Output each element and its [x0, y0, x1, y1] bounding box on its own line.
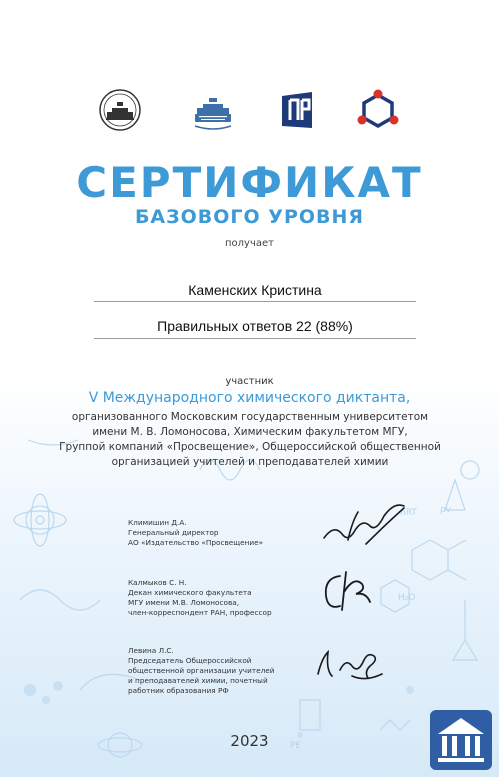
chemistry-network-logo — [356, 88, 400, 132]
event-description — [55, 410, 445, 470]
description-line: организованного Московским государственным университетом — [71, 411, 429, 423]
description-line: Группой компаний «Просвещение», Общероссийской общественной — [59, 441, 441, 453]
signatory-line: Левина Л.С. — [128, 646, 174, 655]
certificate-subtitle: БАЗОВОГО УРОВНЯ — [134, 206, 365, 228]
certificate-year: 2023 — [230, 732, 269, 750]
signatory-levina — [128, 646, 328, 696]
svg-text:ρv: ρv — [440, 505, 452, 515]
svg-text:nRT: nRT — [400, 508, 417, 518]
signature-kalmykov — [318, 566, 378, 616]
msu-building-logo — [98, 88, 142, 132]
corner-emblem-icon — [428, 708, 494, 772]
signatory-line: Климишин Д.А. — [128, 518, 187, 527]
signatory-line: Декан химического факультета — [128, 588, 252, 597]
receives-label: получает — [225, 238, 274, 249]
prosveshchenie-logo — [276, 88, 320, 132]
signature-klimishin — [318, 500, 408, 556]
result-underline — [94, 338, 416, 339]
signatory-kalmykov — [128, 578, 328, 618]
signatory-klimishin — [128, 518, 328, 548]
certificate-title: СЕРТИФИКАТ — [76, 158, 423, 207]
signatory-line: Генеральный директор — [128, 528, 219, 537]
participant-label: участник — [225, 376, 274, 387]
signature-levina — [312, 640, 392, 690]
result-score: Правильных ответов 22 (88%) — [157, 318, 353, 334]
signatory-line: и преподавателей химии, почетный — [128, 676, 268, 685]
chemistry-faculty-logo — [191, 88, 235, 132]
svg-text:H₂O: H₂O — [398, 593, 416, 603]
signatory-line: член-корреспондент РАН, профессор — [128, 608, 272, 617]
signatory-line: МГУ имени М.В. Ломоносова, — [128, 598, 240, 607]
signatory-line: АО «Издательство «Просвещение» — [128, 538, 264, 547]
description-line: имени М. В. Ломоносова, Химическим факультетом МГУ, — [92, 426, 408, 438]
signatory-line: Председатель Общероссийской — [128, 656, 252, 665]
signatory-line: Калмыков С. Н. — [128, 578, 187, 587]
signatory-line: работник образования РФ — [128, 686, 229, 695]
svg-text:PE: PE — [290, 741, 302, 751]
name-underline — [94, 301, 416, 302]
signatory-line: общественной организации учителей — [128, 666, 275, 675]
recipient-name: Каменских Кристина — [188, 282, 322, 298]
event-name: V Международного химического диктанта, — [88, 390, 411, 406]
description-line: организацией учителей и преподавателей химии — [111, 456, 389, 468]
